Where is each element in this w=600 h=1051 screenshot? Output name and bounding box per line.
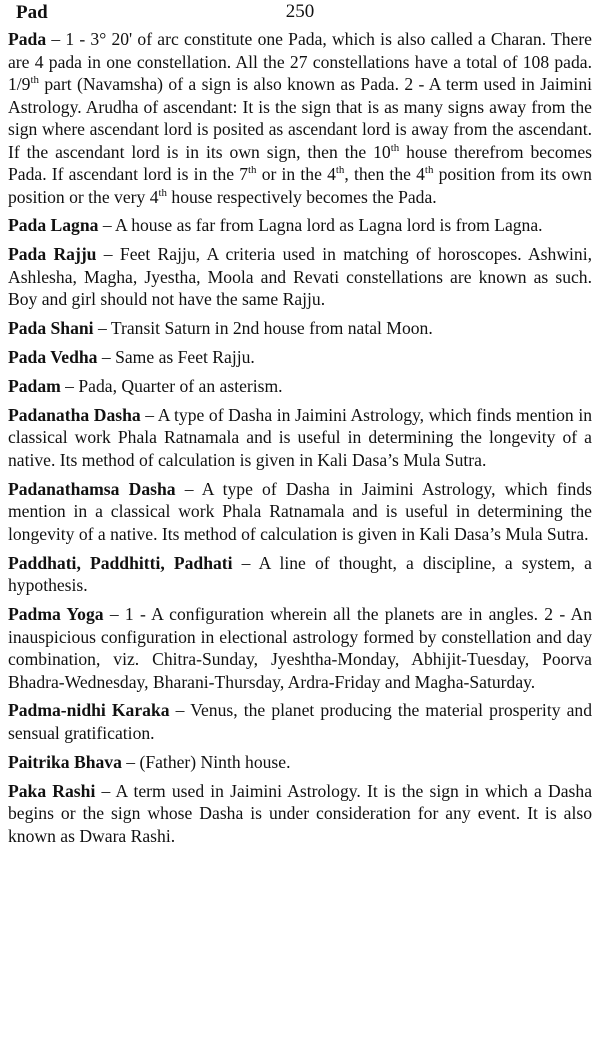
entry-term: Paddhati, Paddhitti, Padhati (8, 552, 233, 573)
entry-term: Pada (8, 29, 47, 49)
dictionary-entry (8, 780, 592, 848)
dictionary-entry (8, 404, 592, 472)
entry-definition-text: house respectively becomes the Pada. (167, 186, 437, 207)
entry-definition-text: – Transit Saturn in 2nd house from natal Moon. (93, 318, 433, 339)
ordinal-suffix: th (390, 141, 400, 154)
dictionary-entry (8, 552, 592, 597)
entry-definition-text: – 1 - 3° 20' of arc constitute one Pada, which is also called a Charan. There are 4 pada in one constellation. All the 27 constellations have a total of 108 pada. 1/9 (8, 29, 592, 94)
entry-list (8, 28, 592, 847)
entry-term: Padanathamsa Dasha (8, 478, 176, 499)
dictionary-entry (8, 243, 592, 311)
entry-term: Paka Rashi (8, 780, 96, 801)
entry-term: Pada Lagna (8, 215, 99, 236)
entry-definition-text: – A house as far from Lagna lord as Lagna lord is from Lagna. (98, 215, 543, 236)
entry-term: Pada Shani (8, 318, 94, 339)
ordinal-suffix: th (158, 186, 167, 199)
entry-term: Padam (8, 375, 61, 396)
entry-definition-text: position from its own position or the very 4 (8, 164, 592, 207)
ordinal-suffix: th (424, 164, 434, 177)
entry-definition-text: – 1 - A configuration wherein all the planets are in angles. 2 - An inauspicious configuration in electional astrology formed by constellation and day combination, viz. Chitra-Sunday, Jyeshtha-Monday, Abhijit-Tuesday, Poorva Bhadra-Wednesday, Bharani-Thursday, Ardra-Friday and Magha-Saturday. (8, 604, 592, 692)
entry-definition-text: – Feet Rajju, A criteria used in matching of horoscopes. Ashwini, Ashlesha, Magha, Jyestha, Moola and Revati constellations are known as such. Boy and girl should not have the same Rajju. (8, 244, 592, 310)
entry-definition-text: – A type of Dasha in Jaimini Astrology, which finds mention in classical work Phala Ratnamala and is useful in determining the longevity of a native. Its method of calculation is given in Kali Dasa’s Mula Sutra. (8, 404, 592, 470)
page-number: 250 (285, 1, 315, 22)
dictionary-entry (8, 214, 592, 237)
dictionary-entry (8, 699, 592, 744)
guide-word: Pad (16, 2, 48, 23)
dictionary-entry (8, 317, 592, 340)
entry-definition-text: – A line of thought, a discipline, a system, a hypothesis. (8, 552, 592, 596)
entry-term: Padma Yoga (8, 604, 104, 625)
entry-definition-text: or in the 4 (256, 164, 336, 184)
entry-definition-text: part (Navamsha) of a sign is also known as Pada. 2 - A term used in Jaimini Astrology. Arudha of ascendant: It is the sign that is as many signs away from the sign where ascendant lord is posited as ascendant lord is away from the ascendant. If the ascendant lord is in its own sign, then the 10 (8, 74, 592, 162)
entry-term: Pada Rajju (8, 244, 97, 265)
entry-definition-text: , then the 4 (344, 164, 425, 184)
entry-definition-text: – A term used in Jaimini Astrology. It is the sign in which a Dasha begins or the sign whose Dasha is under consideration for any event. It is also known as Dwara Rashi. (8, 780, 593, 846)
dictionary-entry (8, 751, 592, 774)
entry-definition-text: – Same as Feet Rajju. (97, 347, 255, 368)
entry-definition-text: – A type of Dasha in Jaimini Astrology, which finds mention in a classical work Phala Ratnamala and is useful in determining the longevity of a native. Its method of calculation is given in Kali Dasa’s Mula Sutra. (8, 478, 592, 544)
ordinal-suffix: th (30, 74, 39, 87)
entry-term: Pada Vedha (8, 347, 98, 368)
dictionary-entry (8, 478, 592, 546)
entry-definition-text: house therefrom becomes Pada. If ascendant lord is in the 7 (8, 141, 593, 184)
dictionary-entry (8, 375, 592, 398)
dictionary-entry (8, 28, 592, 208)
entry-definition-text: – (Father) Ninth house. (121, 751, 291, 772)
entry-term: Padma-nidhi Karaka (8, 700, 170, 721)
entry-term: Padanatha Dasha (8, 404, 141, 425)
ordinal-suffix: th (335, 164, 345, 177)
dictionary-entry (8, 346, 592, 369)
entry-term: Paitrika Bhava (8, 751, 122, 772)
dictionary-entry (8, 603, 592, 693)
ordinal-suffix: th (248, 164, 257, 177)
entry-definition-text: – Pada, Quarter of an asterism. (60, 375, 283, 396)
page-header (8, 0, 592, 26)
entry-definition-text: – Venus, the planet producing the material prosperity and sensual gratification. (8, 700, 593, 743)
